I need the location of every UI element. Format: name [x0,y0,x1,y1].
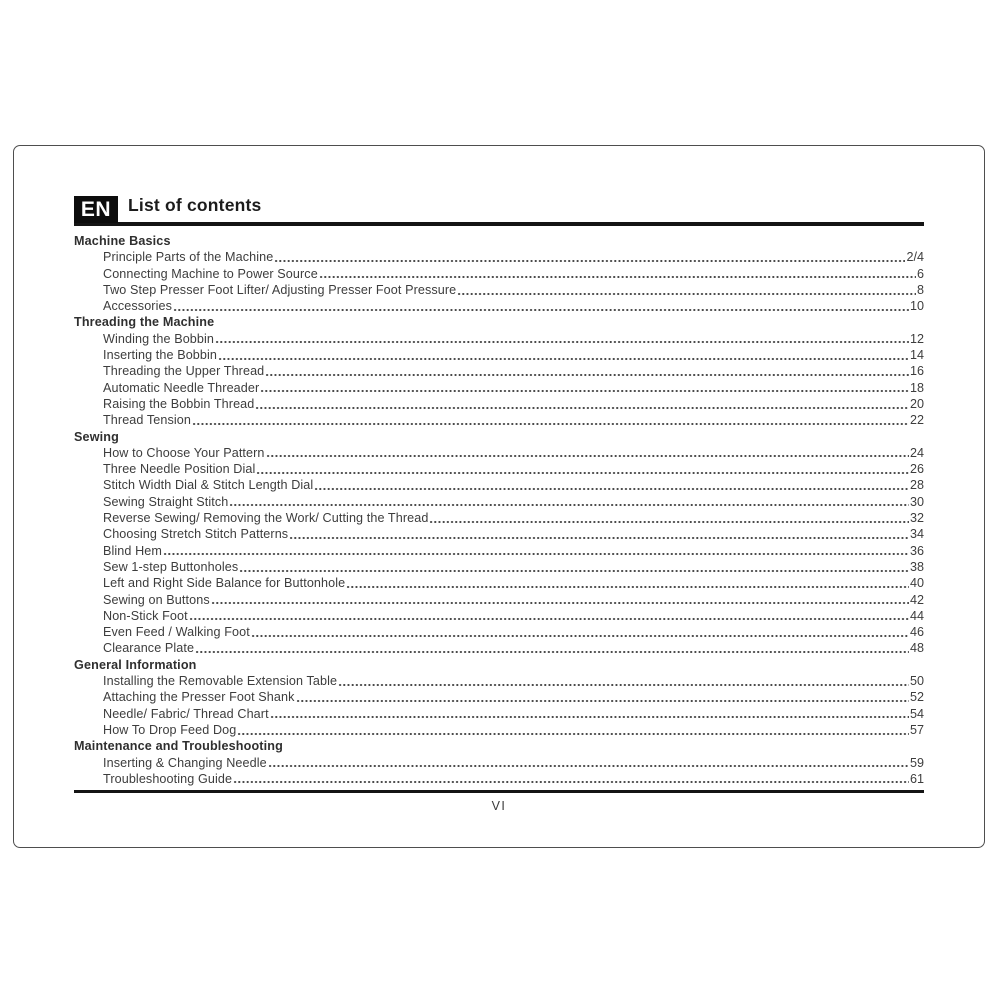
page-content [74,146,924,813]
leader-dots [289,526,909,542]
toc-entry-page: 18 [909,380,924,395]
toc-entry-label: Troubleshooting Guide [103,771,233,786]
toc-entry [74,640,924,656]
toc-entry-label: Inserting the Bobbin [103,348,218,363]
toc-entry-label: How To Drop Feed Dog [103,722,237,737]
toc-entry-page: 42 [909,592,924,607]
toc-entry-page: 6 [916,266,924,281]
leader-dots [296,689,909,705]
toc-entry-label: Inserting & Changing Needle [103,755,267,770]
toc-entry [74,282,924,298]
toc-entry-label: Sewing Straight Stitch [103,494,229,509]
toc-entry [74,608,924,624]
toc-entry-label: How to Choose Your Pattern [103,445,265,460]
toc-entry-label: Blind Hem [103,543,162,558]
contents-header [74,192,924,226]
toc-entry [74,559,924,575]
leader-dots [251,624,909,640]
toc-entry-page: 2/4 [906,250,924,265]
toc-entry [74,347,924,363]
toc-entry-label: Sew 1-step Buttonholes [103,559,239,574]
toc-section-title: Sewing [74,429,119,444]
leader-dots [346,575,909,591]
toc-entry-page: 30 [909,494,924,509]
leader-dots [215,331,909,347]
leader-dots [173,298,909,314]
toc-entry [74,331,924,347]
leader-dots [266,445,909,461]
toc-entry-page: 57 [909,722,924,737]
toc-entry-label: Clearance Plate [103,641,195,656]
toc-entry-page: 46 [909,625,924,640]
toc-entry-label: Even Feed / Walking Foot [103,625,250,640]
toc-entry-page: 10 [909,299,924,314]
toc-entry [74,526,924,542]
toc-entry [74,543,924,559]
toc-section-title: General Information [74,657,197,672]
page-frame [13,145,985,848]
toc-entry-page: 48 [909,641,924,656]
toc-entry [74,673,924,689]
toc-entry-label: Principle Parts of the Machine [103,250,274,265]
toc-entry-page: 16 [909,364,924,379]
leader-dots [265,363,909,379]
toc-entry [74,249,924,265]
toc-entry-label: Needle/ Fabric/ Thread Chart [103,706,269,721]
leader-dots [338,673,909,689]
leader-dots [233,771,909,787]
toc-entry-label: Three Needle Position Dial [103,462,256,477]
toc-entry-page: 20 [909,396,924,411]
toc-entry-label: Threading the Upper Thread [103,364,265,379]
toc-entry [74,445,924,461]
toc-entry-page: 38 [909,559,924,574]
leader-dots [274,249,905,265]
toc-entry-label: Installing the Removable Extension Table [103,674,338,689]
toc-entry [74,363,924,379]
toc-entry-page: 32 [909,511,924,526]
leader-dots [429,510,909,526]
toc-entry-page: 26 [909,462,924,477]
footer-page-number: VI [491,799,507,814]
toc-entry-label: Non-Stick Foot [103,608,188,623]
leader-dots [218,347,909,363]
toc-entry [74,461,924,477]
toc-entry-page: 44 [909,608,924,623]
leader-dots [270,706,909,722]
toc-entry-label: Connecting Machine to Power Source [103,266,318,281]
toc-entry [74,298,924,314]
toc-section-title: Maintenance and Troubleshooting [74,739,283,754]
toc-entry [74,624,924,640]
toc-entry-label: Reverse Sewing/ Removing the Work/ Cutting the Thread [103,511,429,526]
leader-dots [237,722,909,738]
leader-dots [256,461,909,477]
toc-entry [74,575,924,591]
toc-entry-page: 59 [909,755,924,770]
toc-entry-page: 22 [909,413,924,428]
toc-entry-page: 28 [909,478,924,493]
toc-entry-label: Attaching the Presser Foot Shank [103,690,295,705]
toc-entry-page: 52 [909,690,924,705]
leader-dots [260,380,909,396]
leader-dots [229,494,909,510]
toc-entry-label: Choosing Stretch Stitch Patterns [103,527,289,542]
toc-entry [74,380,924,396]
page-title: List of contents [128,195,262,215]
toc-entry [74,592,924,608]
leader-dots [211,592,909,608]
leader-dots [255,396,909,412]
toc-entry [74,689,924,705]
toc-entry-page: 50 [909,674,924,689]
toc-entry-page: 24 [909,445,924,460]
leader-dots [319,266,916,282]
toc-entry-label: Thread Tension [103,413,191,428]
toc-entry-label: Stitch Width Dial & Stitch Length Dial [103,478,314,493]
toc-entry-page: 34 [909,527,924,542]
leader-dots [268,755,909,771]
toc-entry [74,755,924,771]
toc-entry [74,771,924,787]
leader-dots [457,282,916,298]
toc-entry-label: Left and Right Side Balance for Buttonhole [103,576,346,591]
leader-dots [314,477,909,493]
toc-entry-label: Accessories [103,299,172,314]
toc-entry [74,510,924,526]
toc-entry-label: Automatic Needle Threader [103,380,260,395]
toc-entry [74,494,924,510]
toc-entry-page: 8 [916,282,924,297]
toc-entry-page: 14 [909,348,924,363]
toc-entry [74,266,924,282]
toc-entry-page: 61 [909,771,924,786]
leader-dots [192,412,909,428]
toc-entry-page: 12 [909,331,924,346]
language-badge: EN [74,196,118,223]
toc-section-title: Threading the Machine [74,315,215,330]
toc-entry-label: Two Step Presser Foot Lifter/ Adjusting Presser Foot Pressure [103,282,457,297]
toc-section-title: Machine Basics [74,234,171,248]
toc-entry [74,477,924,493]
toc-entry [74,396,924,412]
toc-entry-page: 40 [909,576,924,591]
footer-rule [74,790,924,793]
toc [74,233,924,787]
toc-entry-label: Winding the Bobbin [103,331,215,346]
leader-dots [189,608,909,624]
toc-entry-page: 54 [909,706,924,721]
leader-dots [195,640,909,656]
toc-entry-label: Raising the Bobbin Thread [103,396,255,411]
toc-entry-page: 36 [909,543,924,558]
leader-dots [239,559,909,575]
toc-entry [74,722,924,738]
leader-dots [163,543,909,559]
toc-entry [74,412,924,428]
toc-entry-label: Sewing on Buttons [103,592,210,607]
toc-entry [74,706,924,722]
